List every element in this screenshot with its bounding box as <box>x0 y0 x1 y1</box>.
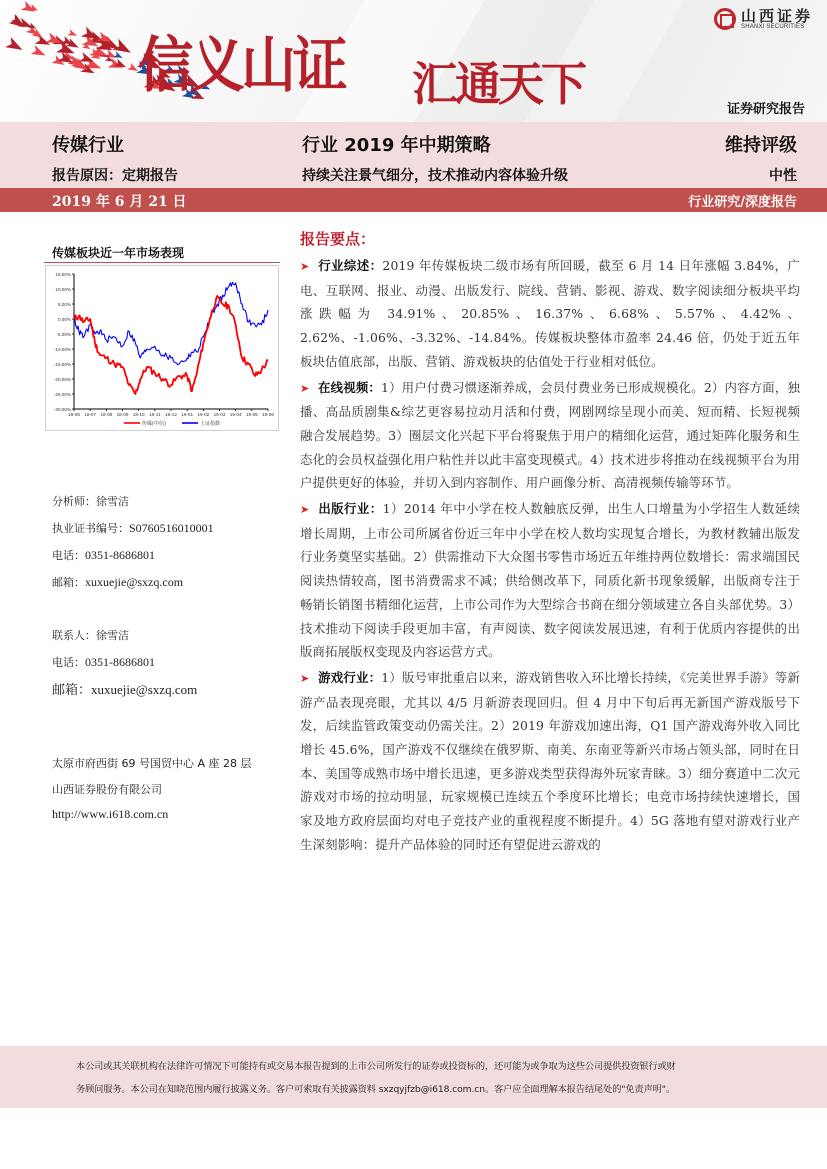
report-reason: 报告原因：定期报告 <box>52 168 178 184</box>
address: 太原市府西街 69 号国贸中心 A 座 28 层 <box>52 757 252 770</box>
arrow-bullet-icon: ➤ <box>300 503 310 517</box>
logo-emblem-icon <box>714 8 736 30</box>
section-publishing <box>300 497 800 664</box>
email2-label: 邮箱： <box>52 683 92 698</box>
company-name: 山西证券股份有限公司 <box>52 783 162 796</box>
section-head: 游戏行业： <box>318 669 382 685</box>
chart-title-rule <box>44 262 280 263</box>
x-tick-label: 19-03 <box>213 412 226 417</box>
report-type: 证券研究报告 <box>726 102 805 117</box>
rating-label: 维持评级 <box>725 135 797 156</box>
section-text: 1）用户付费习惯逐渐养成，会员付费业务已形成规模化。2）内容方面，独播、高品质剧集&综艺更容易拉动月活和付费，网剧网综呈现小而美、短而精、长短视频融合发展趋势。3）圈层文化兴起下平台将聚焦于用户的精细化运营，通过矩阵化服务和生态化的会员权益强化用户粘性并以此丰富变现模式。4）技术进步将推动在线视频平台为用户提供更好的体验，并切入到内容制作、用户画像分析、高清视频传输等环节。 <box>300 379 800 491</box>
contact-person-line <box>52 627 129 643</box>
analyst-name: 徐雪洁 <box>96 495 129 508</box>
company-logo <box>714 8 813 30</box>
section-text: 1）版号审批重启以来，游戏销售收入环比增长持续，《完美世界手游》等新游产品表现亮眼，尤其以 4/5 月新游表现回归。但 4 月中下旬后再无新国产游戏版号下发，后续监管政策变动仍需关注。2）2019 年游戏加速出海，Q1 国产游戏海外收入同比增长 45.6%，国产游戏不仅继续在俄罗斯、南美、东南亚等新兴市场占领头部，同时在日本、美国等成熟市场中增长迅速，更多游戏类型获得海外玩家青睐。3）细分赛道中二次元游戏对市场的拉动明显，玩家规模已连续五个季度环比增长；电竞市场持续快速增长，国家及地方政府层面均对电子竞技产业的重视程度不断提升。4）5G 落地有望对游戏行业产生深刻影响：提升产品体验的同时还有望促进云游戏的 <box>300 669 800 852</box>
license-number: S0760516010001 <box>129 521 214 535</box>
legend-label: 传媒(中信) <box>142 420 166 427</box>
x-tick-label: 19-02 <box>197 412 210 417</box>
y-tick-label: -25.00% <box>53 391 71 397</box>
y-tick-label: -15.00% <box>53 361 71 367</box>
series-line-sse <box>74 282 268 365</box>
email-link[interactable]: xuxuejie@sxzq.com <box>85 575 184 589</box>
logo-en: SHANXI SECURITIES <box>741 24 805 30</box>
y-tick-label: 0.00% <box>57 316 71 322</box>
industry-name: 传媒行业 <box>52 135 124 156</box>
analyst-line <box>52 493 129 509</box>
y-tick-label: -30.00% <box>53 406 71 412</box>
key-points-title: 报告要点： <box>300 230 376 248</box>
section-text: 1）2014 年中小学在校人数触底反弹，出生人口增量为小学招生人数延续增长周期，上市公司所属省份近三年中小学在校人数均实现复合增长，为教材教辅出版发行业务奠坚实基础。2）供需推动下大众图书零售市场近五年维持两位数增长：需求端国民阅读热情较高，图书消费需求不减；供给侧改革下，同质化新书现象缓解，出版商专注于畅销长销图书精细化运营，上市公司作为大型综合书商在细分领域建立各自头部优势。3）技术推动下阅读手段更加丰富，有声阅读、数字阅读发展迅速，有利于优质内容提供的出版商拓展版权变现及内容运营方式。 <box>300 501 801 660</box>
x-tick-label: 18-06 <box>68 412 80 417</box>
report-category: 行业研究/深度报告 <box>688 195 797 210</box>
email2-link[interactable]: xuxuejie@sxzq.com <box>91 682 198 697</box>
x-tick-label: 18-07 <box>84 412 97 417</box>
contact-name: 徐雪洁 <box>96 629 129 642</box>
disclaimer-footer <box>0 1046 827 1108</box>
arrow-bullet-icon: ➤ <box>300 260 310 273</box>
chart-title: 传媒板块近一年市场表现 <box>52 246 185 260</box>
section-overview <box>300 254 800 374</box>
arrow-shape <box>31 45 48 60</box>
section-online-video <box>300 376 800 496</box>
website-link[interactable]: http://www.i618.com.cn <box>52 807 169 821</box>
key-points <box>300 228 800 859</box>
section-head: 行业综述： <box>318 258 383 273</box>
rating-value: 中性 <box>769 168 797 184</box>
arrow-shape <box>67 29 78 39</box>
website-line <box>52 807 168 822</box>
section-gaming <box>300 666 800 857</box>
x-tick-label: 18-10 <box>132 412 145 417</box>
arrow-bullet-icon: ➤ <box>300 381 310 395</box>
slogan-part2: 汇通天下 <box>412 57 584 111</box>
y-tick-label: -10.00% <box>53 346 71 352</box>
x-tick-label: 18-11 <box>149 412 161 417</box>
banner <box>0 0 827 122</box>
phone2-line <box>52 654 155 670</box>
y-tick-label: -20.00% <box>53 376 71 382</box>
y-tick-label: -5.00% <box>56 331 71 337</box>
x-tick-label: 18-09 <box>116 412 129 417</box>
license-line <box>52 520 214 536</box>
report-date: 2019 年 6 月 21 日 <box>52 194 187 210</box>
disclaimer-line-1: 本公司或其关联机构在法律许可情况下可能持有或交易本报告提到的上市公司所发行的证券或投资标的，还可能为或争取为这些公司提供投资银行或财 <box>76 1061 676 1072</box>
report-subtitle: 持续关注景气细分，技术推动内容体验升级 <box>302 168 568 184</box>
market-performance-chart <box>45 265 279 431</box>
phone2-number: 0351-8686801 <box>85 655 155 669</box>
arrow-shape <box>5 37 25 55</box>
x-tick-label: 19-04 <box>229 412 242 417</box>
series-line-media <box>74 296 268 394</box>
email2-line <box>52 679 197 698</box>
email-label: 邮箱： <box>52 576 85 589</box>
y-tick-label: 15.00% <box>55 271 71 277</box>
x-tick-label: 19-06 <box>262 412 274 417</box>
x-tick-label: 18-08 <box>100 412 113 417</box>
phone2-label: 电话： <box>52 656 85 669</box>
analyst-label: 分析师： <box>52 495 96 508</box>
phone-line <box>52 547 155 563</box>
logo-cn: 山西证券 <box>741 7 814 25</box>
arrow-bullet-icon: ➤ <box>300 671 310 685</box>
section-text: 2019 年传媒板块二级市场有所回暖，截至 6 月 14 日年涨幅 3.84%，广电、互联网、报业、动漫、出版发行、院线、营销、影视、游戏、数字阅读细分板块平均涨跌幅为 34.91%、20.85%、16.37%、6.68%、5.57%、4.42%、2.62%、-1.06%、-3.32%、-14.84%。传媒板块整体市盈率 24.46 倍，仍处于近五年板块估值底部，出版、营销、游戏板块的估值处于行业相对低位。 <box>300 258 801 369</box>
license-label: 执业证书编号： <box>52 522 129 535</box>
x-tick-label: 19-05 <box>245 412 258 417</box>
x-tick-label: 18-12 <box>165 412 177 417</box>
contact-label: 联系人： <box>52 629 96 642</box>
header-band <box>0 122 827 188</box>
phone-label: 电话： <box>52 549 85 562</box>
report-title: 行业 2019 年中期策略 <box>302 135 491 156</box>
disclaimer-line-2: 务顾问服务。本公司在知晓范围内履行披露义务。客户可索取有关披露资料 sxzqyjfzb@i618.com.cn。客户应全面理解本报告结尾处的"免责声明"。 <box>76 1084 675 1095</box>
x-tick-label: 19-01 <box>181 412 194 417</box>
legend-label: 上证指数 <box>200 420 221 427</box>
date-bar <box>0 188 827 212</box>
arrow-shape <box>113 51 124 60</box>
section-head: 出版行业： <box>318 501 383 517</box>
y-tick-label: 10.00% <box>55 286 71 292</box>
section-head: 在线视频： <box>318 379 381 395</box>
phone-number: 0351-8686801 <box>85 548 155 562</box>
chart-svg <box>46 266 278 430</box>
email-line <box>52 574 183 590</box>
y-tick-label: 5.00% <box>57 301 71 307</box>
slogan-part1: 信义山证 <box>138 31 345 101</box>
